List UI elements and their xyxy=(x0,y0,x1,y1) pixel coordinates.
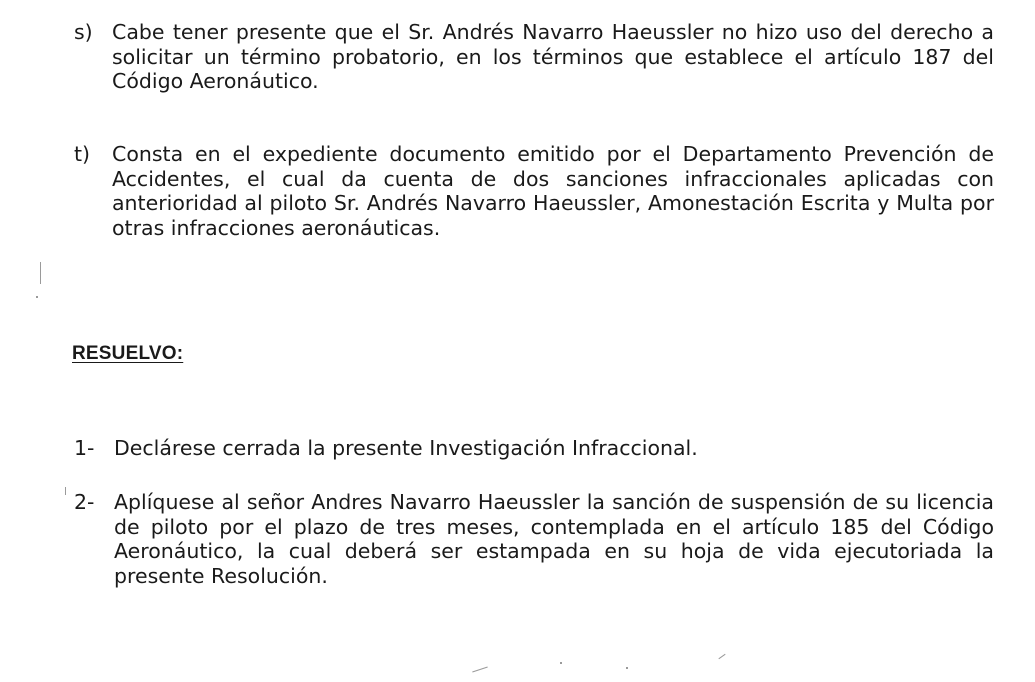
scan-mark xyxy=(472,667,488,673)
resolution-item-1 xyxy=(74,436,994,461)
item-text: Aplíquese al señor Andres Navarro Haeussler la sanción de suspensión de su licencia de piloto por el plazo de tres meses, contemplada en el artículo 185 del Código Aeronáutico, la cual deberá ser estampada en su hoja de vida ejecutoriada la presente Resolución. xyxy=(114,490,994,588)
scan-mark xyxy=(36,296,38,298)
list-item-t xyxy=(74,142,994,240)
item-text: Cabe tener presente que el Sr. Andrés Navarro Haeussler no hizo uso del derecho a solicitar un término probatorio, en los términos que establece el artículo 187 del Código Aeronáutico. xyxy=(112,20,994,93)
item-text: Consta en el expediente documento emitido por el Departamento Prevención de Accidentes, el cual da cuenta de dos sanciones infraccionales aplicadas con anterioridad al piloto Sr. Andrés Navarro Haeussler, Amonestación Escrita y Multa por otras infracciones aeronáuticas. xyxy=(112,142,994,240)
scan-mark xyxy=(40,262,41,284)
item-marker: s) xyxy=(74,20,93,44)
item-marker: 2- xyxy=(74,490,95,514)
item-text: Declárese cerrada la presente Investigación Infraccional. xyxy=(114,436,698,460)
scan-mark xyxy=(718,654,725,659)
resolution-item-2 xyxy=(74,490,994,588)
list-item-s xyxy=(74,20,994,94)
scan-mark xyxy=(560,662,562,664)
scan-mark xyxy=(65,487,66,495)
section-heading: RESUELVO: xyxy=(72,343,184,364)
item-marker: 1- xyxy=(74,436,95,460)
scan-mark xyxy=(626,667,628,669)
item-marker: t) xyxy=(74,142,91,166)
